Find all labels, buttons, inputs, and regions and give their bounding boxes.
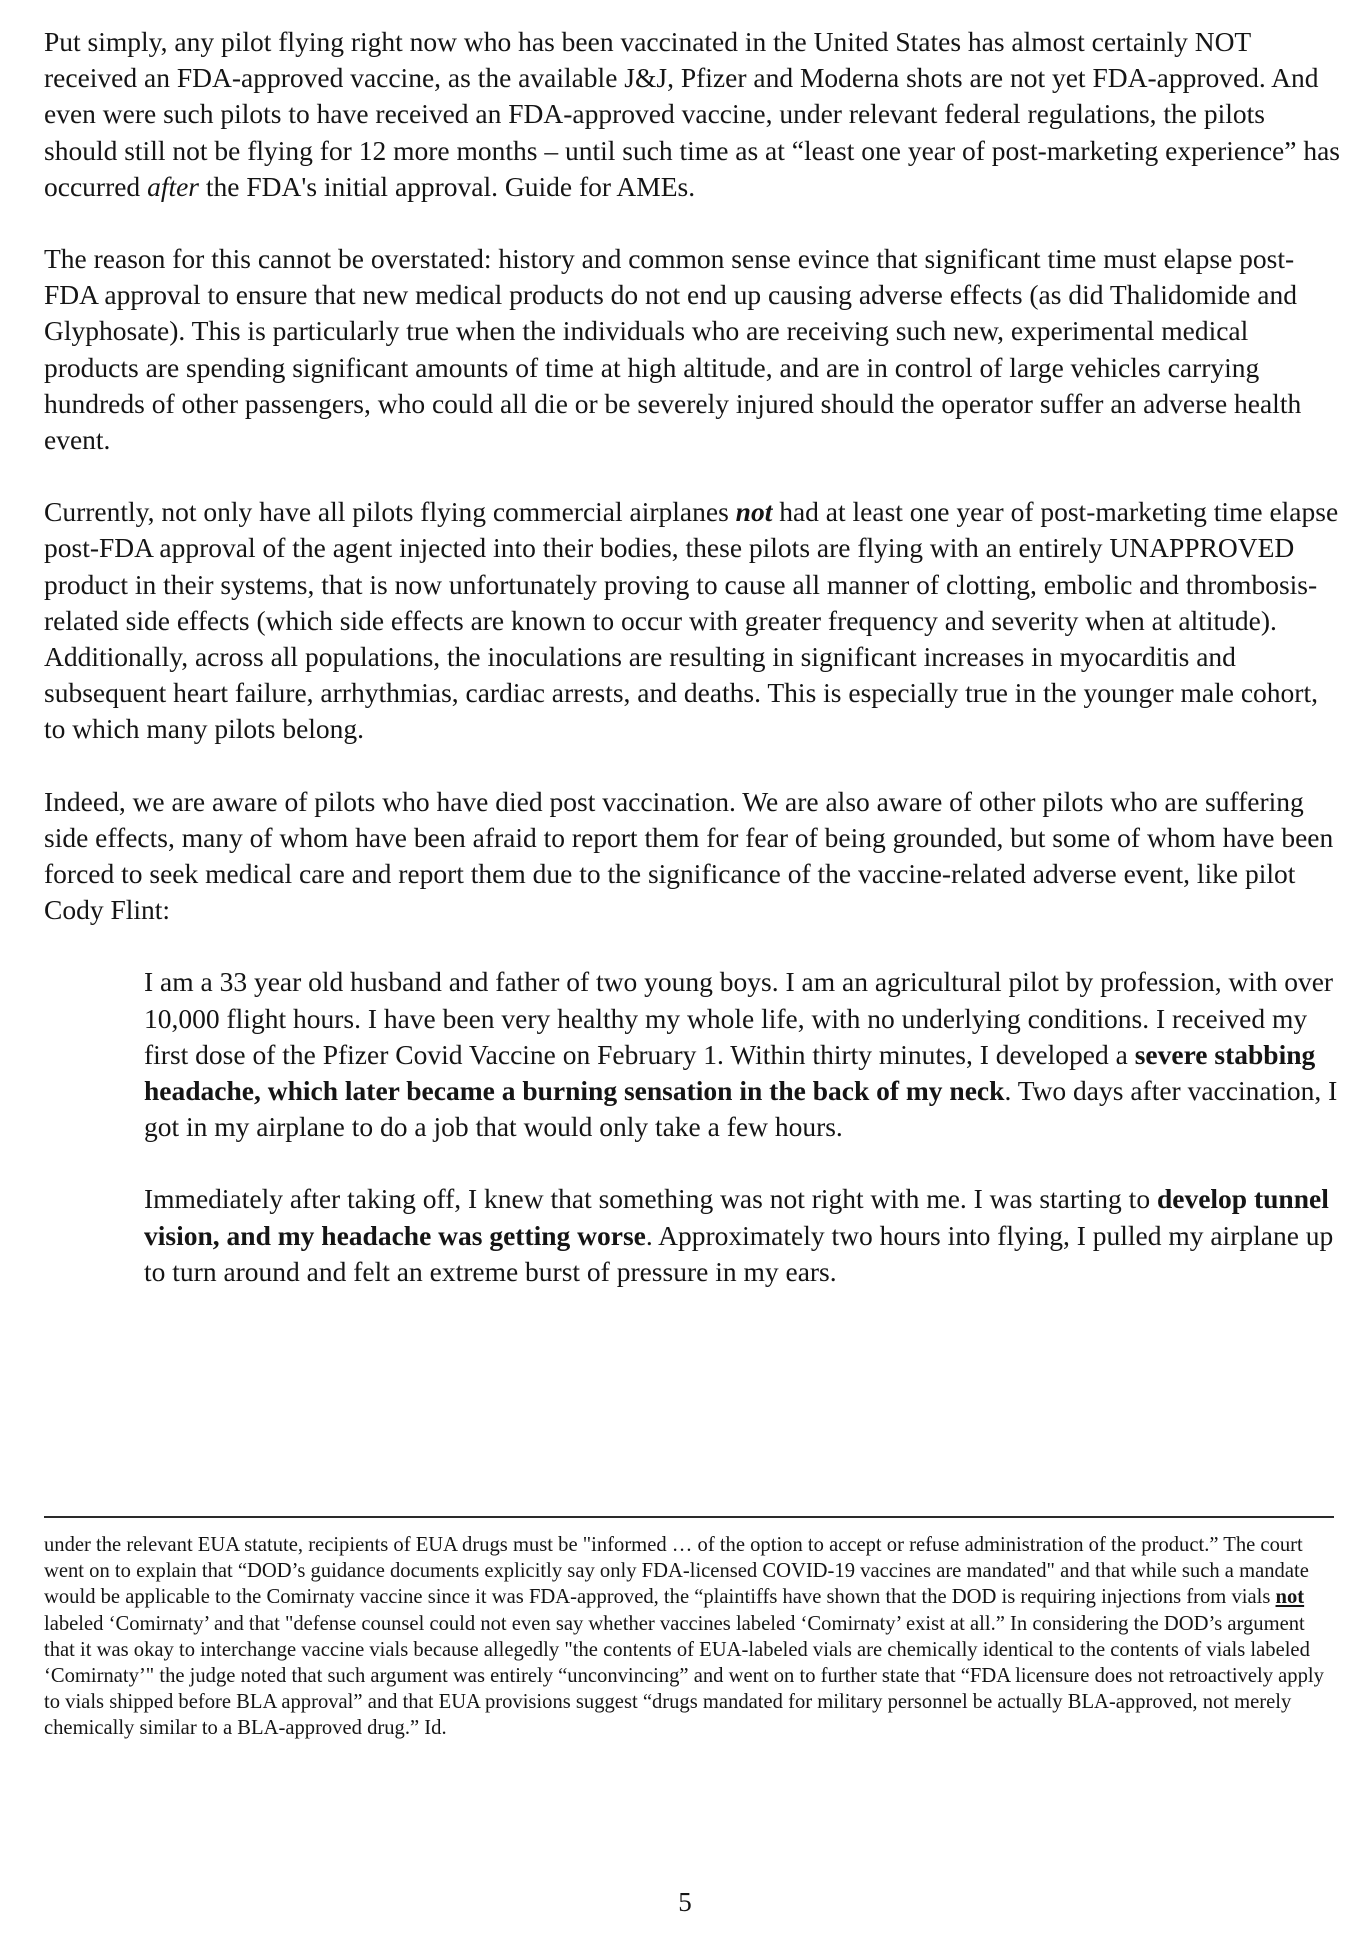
paragraph-4 — [44, 784, 1344, 929]
paragraph-3-emphasis: not — [735, 496, 773, 528]
footnote-divider — [44, 1516, 1334, 1518]
footnote-text-a: under the relevant EUA statute, recipients of EUA drugs must be "informed … of the option to accept or refuse administration of the product.” The court went on to explain that “DOD’s guidance documents explicitly say only FDA-licensed COVID-19 vaccines are mandated" and that while such a mandate would be applicable to the Comirnaty vaccine since it was FDA-approved, the “plaintiffs have shown that the DOD is requiring injections from vials — [44, 1534, 1309, 1609]
footnote-underlined-word: not — [1275, 1586, 1305, 1609]
paragraph-1-text-c: the FDA's initial approval. Guide for AMEs. — [199, 170, 696, 202]
quote-1-text-c: . Two days after vaccination, I got in my airplane to do a job that would only take a few hours. — [144, 1075, 1338, 1143]
paragraph-1 — [44, 24, 1344, 205]
paragraph-2 — [44, 241, 1344, 458]
quote-1-text-a: I am a 33 year old husband and father of two young boys. I am an agricultural pilot by profession, with over 10,000 flight hours. I have been very healthy my whole life, with no underlying conditions. I received my first dose of the Pfizer Covid Vaccine on February 1. Within thirty minutes, I developed a — [144, 966, 1334, 1070]
paragraph-3-text-c: had at least one year of post-marketing time elapse post-FDA approval of the agent injected into their bodies, these pilots are flying with an entirely UNAPPROVED product in their systems, that is now unfortunately proving to cause all manner of clotting, embolic and thrombosis-related side effects (which side effects are known to occur with greater frequency and severity when at altitude). Additionally, across all populations, the inoculations are resulting in significant increases in myocarditis and subsequent heart failure, arrhythmias, cardiac arrests, and deaths. This is especially true in the younger male cohort, to which many pilots belong. — [44, 496, 1339, 745]
quote-2-text-a: Immediately after taking off, I knew that something was not right with me. I was starting to — [144, 1183, 1157, 1215]
quote-2-text-c: . Approximately two hours into flying, I pulled my airplane up to turn around and felt an extreme burst of pressure in my ears. — [144, 1219, 1334, 1287]
paragraph-3 — [44, 494, 1344, 747]
paragraph-1-text-a: Put simply, any pilot flying right now who has been vaccinated in the United States has almost certainly NOT received an FDA-approved vaccine, as the available J&J, Pfizer and Moderna shots are not yet FDA-approved. And even were such pilots to have received an FDA-approved vaccine, under relevant federal regulations, the pilots should still not be flying for 12 more months – until such time as at “least one year of post-marketing experience” has occurred — [44, 26, 1340, 202]
paragraph-3-text-a: Currently, not only have all pilots flying commercial airplanes — [44, 496, 736, 528]
block-quote-2 — [144, 1181, 1344, 1290]
quote-2-bold: develop tunnel vision, and my headache was getting worse — [144, 1183, 1329, 1251]
block-quote-1 — [144, 964, 1344, 1145]
paragraph-1-emphasis: after — [147, 170, 200, 202]
paragraph-2-text: The reason for this cannot be overstated: history and common sense evince that significant time must elapse post-FDA approval to ensure that new medical products do not end up causing adverse effects (as did Thalidomide and Glyphosate). This is particularly true when the individuals who are receiving such new, experimental medical products are spending significant amounts of time at high altitude, and are in control of large vehicles carrying hundreds of other passengers, who could all die or be severely injured should the operator suffer an adverse health event. — [44, 243, 1302, 456]
main-body — [44, 24, 1344, 1290]
footnote-text-c: labeled ‘Comirnaty’ and that "defense counsel could not even say whether vaccines labeled ‘Comirnaty’ exist at all.” In considering the DOD’s argument that it was okay to interchange vaccine vials because allegedly "the contents of EUA-labeled vials are chemically identical to the contents of vials labeled ‘Comirnaty’" the judge noted that such argument was entirely “unconvincing” and went on to further state that “FDA licensure does not retroactively apply to vials shipped before BLA approval” and that EUA provisions suggest “drugs mandated for military personnel be actually BLA-approved, not merely chemically similar to a BLA-approved drug.” Id. — [44, 1612, 1324, 1740]
quote-1-bold: severe stabbing headache, which later became a burning sensation in the back of my neck — [144, 1038, 1316, 1107]
paragraph-4-text: Indeed, we are aware of pilots who have died post vaccination. We are also aware of other pilots who are suffering side effects, many of whom have been afraid to report them for fear of being grounded, but some of whom have been forced to seek medical care and report them due to the significance of the vaccine-related adverse event, like pilot Cody Flint: — [44, 785, 1334, 926]
page-number: 5 — [678, 1887, 692, 1917]
footnote-paragraph — [44, 1532, 1340, 1742]
footnote — [44, 1532, 1340, 1742]
